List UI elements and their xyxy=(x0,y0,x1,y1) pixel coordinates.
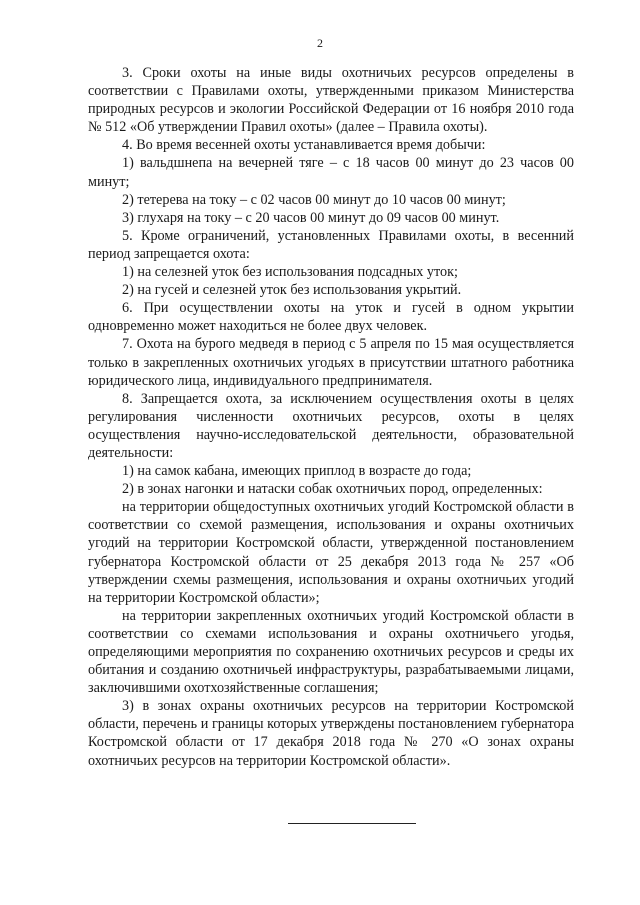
document-body xyxy=(88,64,574,770)
paragraph-3: 3. Сроки охоты на иные виды охотничьих ресурсов определены в соответствии с Правилами охоты, утвержденными приказом Министерства природных ресурсов и экологии Российской Федерации от 16 ноября 2010 года № 512 «Об утверждении Правил охоты» (далее – Правила охоты). xyxy=(88,65,574,136)
paragraph-4-item-1: 1) вальдшнепа на вечерней тяге – с 18 часов 00 минут до 23 часов 00 минут; xyxy=(88,155,574,190)
paragraph-6: 6. При осуществлении охоты на уток и гусей в одном укрытии одновременно может находиться не более двух человек. xyxy=(88,300,574,335)
closing-rule xyxy=(288,823,416,824)
paragraph-8: 8. Запрещается охота, за исключением осуществления охоты в целях регулирования численности охотничьих ресурсов, охоты в целях осуществления научно-исследовательской деятельности, образовательной деятельности: xyxy=(88,390,574,461)
paragraph-4-item-3: 3) глухаря на току – с 20 часов 00 минут до 09 часов 00 минут. xyxy=(122,209,500,226)
page-number: 2 xyxy=(317,36,323,50)
paragraph-8-item-2-assigned: на территории закрепленных охотничьих угодий Костромской области в соответствии со схемами использования и охраны охотничьего угодья, определяющими мероприятия по сохранению охотничьих ресурсов и среды их обитания и созданию охотничьей инфраструктуры, разрабатываемыми лицами, заключившими охотхозяйственные соглашения; xyxy=(88,607,574,697)
paragraph-5-item-2: 2) на гусей и селезней уток без использования укрытий. xyxy=(122,282,462,299)
paragraph-8-item-2-public: на территории общедоступных охотничьих угодий Костромской области в соответствии со схемой размещения, использования и охраны охотничьих угодий на территории Костромской области, утвержденной постановлением губернатора Костромской области от 25 декабря 2013 года № 257 «Об утверждении схемы размещения, использования и охраны охотничьих угодий на территории Костромской области»; xyxy=(88,499,574,606)
paragraph-8-item-1: 1) на самок кабана, имеющих приплод в возрасте до года; xyxy=(122,463,472,480)
paragraph-7: 7. Охота на бурого медведя в период с 5 апреля по 15 мая осуществляется только в закрепленных охотничьих угодьях в присутствии штатного работника юридического лица, индивидуального предпринимателя. xyxy=(88,336,574,389)
paragraph-5-item-1: 1) на селезней уток без использования подсадных уток; xyxy=(122,264,458,281)
paragraph-4-item-2: 2) тетерева на току – с 02 часов 00 минут до 10 часов 00 минут; xyxy=(122,191,506,208)
paragraph-5: 5. Кроме ограничений, установленных Правилами охоты, в весенний период запрещается охота: xyxy=(88,227,574,262)
paragraph-8-item-2: 2) в зонах нагонки и натаски собак охотничьих пород, определенных: xyxy=(122,481,543,498)
paragraph-4: 4. Во время весенней охоты устанавливается время добычи: xyxy=(122,137,486,154)
paragraph-8-item-3: 3) в зонах охраны охотничьих ресурсов на территории Костромской области, перечень и границы которых утверждены постановлением губернатора Костромской области от 17 декабря 2018 года № 270 «О зонах охраны охотничьих ресурсов на территории Костромской области». xyxy=(88,698,574,769)
